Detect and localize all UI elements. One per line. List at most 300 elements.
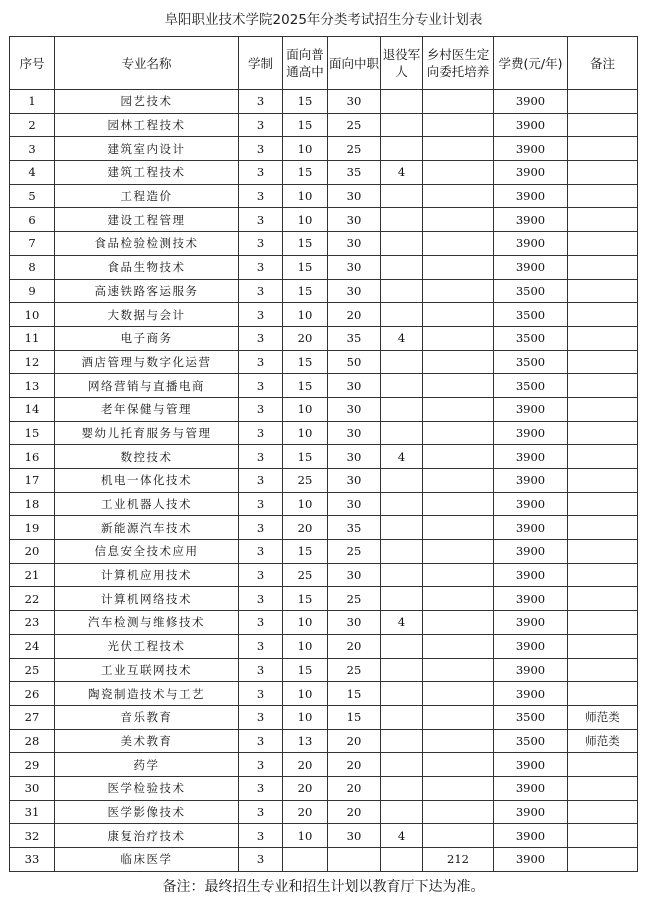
cell-vocational-hs: 30 (328, 421, 381, 445)
cell-vocational-hs: 30 (328, 397, 381, 421)
table-row (10, 303, 638, 327)
cell-seq: 3 (10, 137, 55, 161)
cell-general-hs: 15 (283, 255, 328, 279)
cell-remark (568, 421, 638, 445)
table-row (10, 469, 638, 493)
cell-veterans (381, 800, 423, 824)
cell-veterans (381, 137, 423, 161)
cell-tuition: 3500 (494, 350, 568, 374)
cell-veterans (381, 303, 423, 327)
cell-seq: 5 (10, 184, 55, 208)
cell-years: 3 (239, 90, 283, 114)
table-row (10, 776, 638, 800)
cell-tuition: 3900 (494, 516, 568, 540)
cell-vocational-hs: 30 (328, 445, 381, 469)
cell-years: 3 (239, 492, 283, 516)
cell-vocational-hs: 30 (328, 184, 381, 208)
cell-vocational-hs: 50 (328, 350, 381, 374)
cell-seq: 30 (10, 776, 55, 800)
header-general-hs: 面向普通高中 (283, 37, 328, 90)
cell-veterans (381, 753, 423, 777)
table-row (10, 90, 638, 114)
cell-tuition: 3900 (494, 208, 568, 232)
cell-major: 医学检验技术 (55, 776, 239, 800)
cell-rural-doctor (423, 492, 494, 516)
cell-years: 3 (239, 658, 283, 682)
cell-veterans (381, 848, 423, 872)
cell-remark (568, 350, 638, 374)
table-row (10, 184, 638, 208)
cell-vocational-hs: 25 (328, 137, 381, 161)
cell-major: 网络营销与直播电商 (55, 374, 239, 398)
cell-years: 3 (239, 421, 283, 445)
cell-vocational-hs: 15 (328, 682, 381, 706)
table-row (10, 658, 638, 682)
cell-major: 婴幼儿托育服务与管理 (55, 421, 239, 445)
cell-years: 3 (239, 753, 283, 777)
cell-remark (568, 255, 638, 279)
cell-veterans (381, 540, 423, 564)
cell-general-hs: 10 (283, 492, 328, 516)
cell-veterans (381, 421, 423, 445)
cell-seq: 6 (10, 208, 55, 232)
cell-tuition: 3900 (494, 634, 568, 658)
cell-years: 3 (239, 445, 283, 469)
header-tuition: 学费(元/年) (494, 37, 568, 90)
cell-remark (568, 90, 638, 114)
cell-rural-doctor (423, 445, 494, 469)
cell-seq: 11 (10, 326, 55, 350)
cell-general-hs: 10 (283, 705, 328, 729)
header-rural-doctor: 乡村医生定向委托培养 (423, 37, 494, 90)
cell-remark (568, 326, 638, 350)
cell-years: 3 (239, 303, 283, 327)
cell-seq: 1 (10, 90, 55, 114)
cell-vocational-hs: 20 (328, 776, 381, 800)
cell-tuition: 3900 (494, 611, 568, 635)
cell-major: 临床医学 (55, 848, 239, 872)
cell-seq: 18 (10, 492, 55, 516)
cell-vocational-hs: 15 (328, 705, 381, 729)
cell-general-hs: 15 (283, 540, 328, 564)
cell-veterans (381, 776, 423, 800)
cell-veterans (381, 658, 423, 682)
cell-rural-doctor (423, 563, 494, 587)
cell-major: 汽车检测与维修技术 (55, 611, 239, 635)
cell-major: 建筑工程技术 (55, 161, 239, 185)
cell-vocational-hs: 30 (328, 208, 381, 232)
header-vocational-hs: 面向中职 (328, 37, 381, 90)
footnote: 备注：最终招生专业和招生计划以教育厅下达为准。 (162, 879, 485, 895)
cell-rural-doctor (423, 374, 494, 398)
cell-remark (568, 184, 638, 208)
cell-general-hs: 13 (283, 729, 328, 753)
table-row (10, 705, 638, 729)
cell-tuition: 3900 (494, 137, 568, 161)
cell-veterans (381, 729, 423, 753)
cell-tuition: 3900 (494, 800, 568, 824)
cell-tuition: 3900 (494, 776, 568, 800)
cell-vocational-hs: 20 (328, 753, 381, 777)
table-row (10, 279, 638, 303)
cell-remark (568, 824, 638, 848)
table-row (10, 421, 638, 445)
cell-vocational-hs: 20 (328, 303, 381, 327)
cell-years: 3 (239, 374, 283, 398)
table-row (10, 682, 638, 706)
cell-years: 3 (239, 729, 283, 753)
cell-veterans (381, 682, 423, 706)
table-row (10, 729, 638, 753)
cell-remark (568, 445, 638, 469)
cell-years: 3 (239, 587, 283, 611)
cell-remark (568, 563, 638, 587)
cell-veterans (381, 279, 423, 303)
cell-tuition: 3900 (494, 658, 568, 682)
cell-years: 3 (239, 516, 283, 540)
cell-major: 计算机网络技术 (55, 587, 239, 611)
cell-vocational-hs: 25 (328, 113, 381, 137)
cell-tuition: 3900 (494, 540, 568, 564)
cell-vocational-hs: 35 (328, 161, 381, 185)
cell-major: 美术教育 (55, 729, 239, 753)
cell-remark (568, 137, 638, 161)
cell-years: 3 (239, 563, 283, 587)
cell-veterans (381, 374, 423, 398)
table-row (10, 208, 638, 232)
cell-seq: 12 (10, 350, 55, 374)
cell-seq: 15 (10, 421, 55, 445)
cell-vocational-hs: 25 (328, 658, 381, 682)
cell-tuition: 3900 (494, 255, 568, 279)
cell-vocational-hs: 25 (328, 540, 381, 564)
cell-veterans (381, 397, 423, 421)
cell-general-hs: 10 (283, 634, 328, 658)
cell-veterans: 4 (381, 445, 423, 469)
table-row (10, 445, 638, 469)
cell-rural-doctor (423, 824, 494, 848)
table-row (10, 326, 638, 350)
table-row (10, 397, 638, 421)
cell-vocational-hs: 25 (328, 587, 381, 611)
cell-years: 3 (239, 705, 283, 729)
cell-years: 3 (239, 137, 283, 161)
cell-rural-doctor (423, 397, 494, 421)
cell-general-hs: 25 (283, 469, 328, 493)
cell-remark (568, 492, 638, 516)
cell-tuition: 3500 (494, 729, 568, 753)
cell-major: 数控技术 (55, 445, 239, 469)
cell-rural-doctor (423, 705, 494, 729)
cell-rural-doctor (423, 469, 494, 493)
cell-remark (568, 232, 638, 256)
cell-seq: 24 (10, 634, 55, 658)
cell-vocational-hs: 30 (328, 563, 381, 587)
cell-remark (568, 848, 638, 872)
cell-major: 机电一体化技术 (55, 469, 239, 493)
cell-years: 3 (239, 848, 283, 872)
cell-years: 3 (239, 776, 283, 800)
cell-years: 3 (239, 161, 283, 185)
cell-years: 3 (239, 634, 283, 658)
cell-rural-doctor (423, 161, 494, 185)
table-row (10, 255, 638, 279)
cell-rural-doctor (423, 540, 494, 564)
cell-years: 3 (239, 824, 283, 848)
cell-seq: 23 (10, 611, 55, 635)
cell-seq: 9 (10, 279, 55, 303)
cell-seq: 33 (10, 848, 55, 872)
table-row (10, 634, 638, 658)
cell-tuition: 3900 (494, 563, 568, 587)
cell-tuition: 3500 (494, 326, 568, 350)
cell-tuition: 3900 (494, 824, 568, 848)
cell-veterans (381, 208, 423, 232)
cell-general-hs: 10 (283, 137, 328, 161)
cell-general-hs: 10 (283, 611, 328, 635)
cell-rural-doctor (423, 611, 494, 635)
cell-major: 信息安全技术应用 (55, 540, 239, 564)
table-row (10, 611, 638, 635)
cell-seq: 16 (10, 445, 55, 469)
cell-veterans (381, 350, 423, 374)
cell-seq: 4 (10, 161, 55, 185)
table-row (10, 161, 638, 185)
cell-general-hs: 15 (283, 587, 328, 611)
cell-tuition: 3900 (494, 848, 568, 872)
cell-years: 3 (239, 800, 283, 824)
cell-veterans: 4 (381, 161, 423, 185)
cell-remark (568, 753, 638, 777)
cell-tuition: 3900 (494, 445, 568, 469)
cell-remark (568, 658, 638, 682)
cell-major: 建筑室内设计 (55, 137, 239, 161)
cell-general-hs: 10 (283, 682, 328, 706)
cell-veterans: 4 (381, 326, 423, 350)
table-row (10, 848, 638, 872)
cell-general-hs: 15 (283, 90, 328, 114)
cell-seq: 25 (10, 658, 55, 682)
cell-major: 园林工程技术 (55, 113, 239, 137)
cell-years: 3 (239, 184, 283, 208)
cell-general-hs (283, 848, 328, 872)
cell-veterans (381, 587, 423, 611)
cell-years: 3 (239, 326, 283, 350)
cell-vocational-hs: 30 (328, 279, 381, 303)
cell-tuition: 3900 (494, 90, 568, 114)
cell-tuition: 3900 (494, 184, 568, 208)
cell-general-hs: 20 (283, 326, 328, 350)
cell-remark (568, 279, 638, 303)
cell-years: 3 (239, 611, 283, 635)
cell-tuition: 3900 (494, 421, 568, 445)
cell-general-hs: 15 (283, 350, 328, 374)
cell-general-hs: 10 (283, 397, 328, 421)
cell-vocational-hs: 30 (328, 232, 381, 256)
cell-years: 3 (239, 232, 283, 256)
enrollment-plan-table (9, 36, 638, 872)
cell-rural-doctor (423, 90, 494, 114)
cell-vocational-hs: 20 (328, 729, 381, 753)
cell-years: 3 (239, 208, 283, 232)
cell-rural-doctor (423, 753, 494, 777)
cell-remark (568, 303, 638, 327)
cell-major: 酒店管理与数字化运营 (55, 350, 239, 374)
header-remark: 备注 (568, 37, 638, 90)
cell-veterans (381, 184, 423, 208)
table-body (10, 90, 638, 872)
cell-remark (568, 634, 638, 658)
table-row (10, 350, 638, 374)
table-row (10, 516, 638, 540)
cell-vocational-hs (328, 848, 381, 872)
cell-vocational-hs: 30 (328, 824, 381, 848)
cell-general-hs: 15 (283, 374, 328, 398)
cell-veterans (381, 232, 423, 256)
cell-seq: 26 (10, 682, 55, 706)
cell-general-hs: 20 (283, 753, 328, 777)
cell-remark (568, 161, 638, 185)
cell-vocational-hs: 30 (328, 469, 381, 493)
cell-general-hs: 10 (283, 824, 328, 848)
cell-major: 大数据与会计 (55, 303, 239, 327)
cell-seq: 14 (10, 397, 55, 421)
cell-years: 3 (239, 682, 283, 706)
cell-seq: 13 (10, 374, 55, 398)
cell-vocational-hs: 20 (328, 634, 381, 658)
cell-tuition: 3500 (494, 705, 568, 729)
cell-seq: 2 (10, 113, 55, 137)
cell-rural-doctor (423, 232, 494, 256)
cell-vocational-hs: 30 (328, 492, 381, 516)
table-row (10, 492, 638, 516)
cell-major: 工程造价 (55, 184, 239, 208)
cell-tuition: 3900 (494, 397, 568, 421)
cell-seq: 31 (10, 800, 55, 824)
cell-years: 3 (239, 350, 283, 374)
cell-seq: 28 (10, 729, 55, 753)
cell-remark (568, 469, 638, 493)
cell-seq: 10 (10, 303, 55, 327)
table-row (10, 563, 638, 587)
cell-tuition: 3900 (494, 113, 568, 137)
cell-veterans (381, 563, 423, 587)
cell-tuition: 3900 (494, 682, 568, 706)
cell-major: 药学 (55, 753, 239, 777)
cell-years: 3 (239, 255, 283, 279)
cell-rural-doctor (423, 776, 494, 800)
cell-rural-doctor (423, 587, 494, 611)
cell-general-hs: 10 (283, 208, 328, 232)
cell-seq: 7 (10, 232, 55, 256)
cell-veterans: 4 (381, 611, 423, 635)
cell-remark (568, 113, 638, 137)
cell-veterans: 4 (381, 824, 423, 848)
cell-tuition: 3900 (494, 492, 568, 516)
cell-major: 工业机器人技术 (55, 492, 239, 516)
cell-rural-doctor (423, 350, 494, 374)
cell-remark (568, 208, 638, 232)
cell-vocational-hs: 30 (328, 611, 381, 635)
cell-general-hs: 15 (283, 113, 328, 137)
header-seq: 序号 (10, 37, 55, 90)
cell-remark (568, 516, 638, 540)
cell-years: 3 (239, 540, 283, 564)
table-row (10, 374, 638, 398)
cell-veterans (381, 705, 423, 729)
cell-tuition: 3900 (494, 469, 568, 493)
cell-rural-doctor (423, 184, 494, 208)
cell-major: 园艺技术 (55, 90, 239, 114)
table-row (10, 137, 638, 161)
cell-rural-doctor (423, 682, 494, 706)
cell-general-hs: 10 (283, 421, 328, 445)
table-row (10, 540, 638, 564)
header-years: 学制 (239, 37, 283, 90)
cell-rural-doctor (423, 137, 494, 161)
table-row (10, 587, 638, 611)
cell-seq: 27 (10, 705, 55, 729)
cell-major: 医学影像技术 (55, 800, 239, 824)
cell-major: 食品检验检测技术 (55, 232, 239, 256)
cell-general-hs: 15 (283, 279, 328, 303)
header-veterans: 退役军人 (381, 37, 423, 90)
cell-rural-doctor (423, 255, 494, 279)
table-row (10, 753, 638, 777)
cell-general-hs: 10 (283, 303, 328, 327)
cell-rural-doctor: 212 (423, 848, 494, 872)
table-row (10, 113, 638, 137)
cell-tuition: 3900 (494, 587, 568, 611)
cell-vocational-hs: 35 (328, 516, 381, 540)
cell-veterans (381, 634, 423, 658)
cell-major: 音乐教育 (55, 705, 239, 729)
cell-rural-doctor (423, 634, 494, 658)
document-title: 阜阳职业技术学院2025年分类考试招生分专业计划表 (164, 12, 483, 28)
cell-remark (568, 800, 638, 824)
cell-years: 3 (239, 469, 283, 493)
cell-major: 电子商务 (55, 326, 239, 350)
cell-general-hs: 15 (283, 161, 328, 185)
cell-vocational-hs: 35 (328, 326, 381, 350)
cell-years: 3 (239, 113, 283, 137)
cell-remark: 师范类 (568, 705, 638, 729)
cell-general-hs: 25 (283, 563, 328, 587)
cell-rural-doctor (423, 113, 494, 137)
cell-remark (568, 540, 638, 564)
cell-seq: 22 (10, 587, 55, 611)
cell-tuition: 3500 (494, 303, 568, 327)
cell-tuition: 3900 (494, 161, 568, 185)
cell-rural-doctor (423, 516, 494, 540)
cell-major: 康复治疗技术 (55, 824, 239, 848)
table-row (10, 232, 638, 256)
cell-major: 建设工程管理 (55, 208, 239, 232)
cell-remark (568, 397, 638, 421)
cell-rural-doctor (423, 303, 494, 327)
cell-seq: 17 (10, 469, 55, 493)
cell-general-hs: 20 (283, 800, 328, 824)
cell-general-hs: 20 (283, 516, 328, 540)
cell-general-hs: 15 (283, 658, 328, 682)
cell-rural-doctor (423, 421, 494, 445)
cell-major: 食品生物技术 (55, 255, 239, 279)
cell-remark (568, 587, 638, 611)
cell-seq: 29 (10, 753, 55, 777)
cell-general-hs: 15 (283, 232, 328, 256)
cell-general-hs: 10 (283, 184, 328, 208)
cell-remark (568, 682, 638, 706)
